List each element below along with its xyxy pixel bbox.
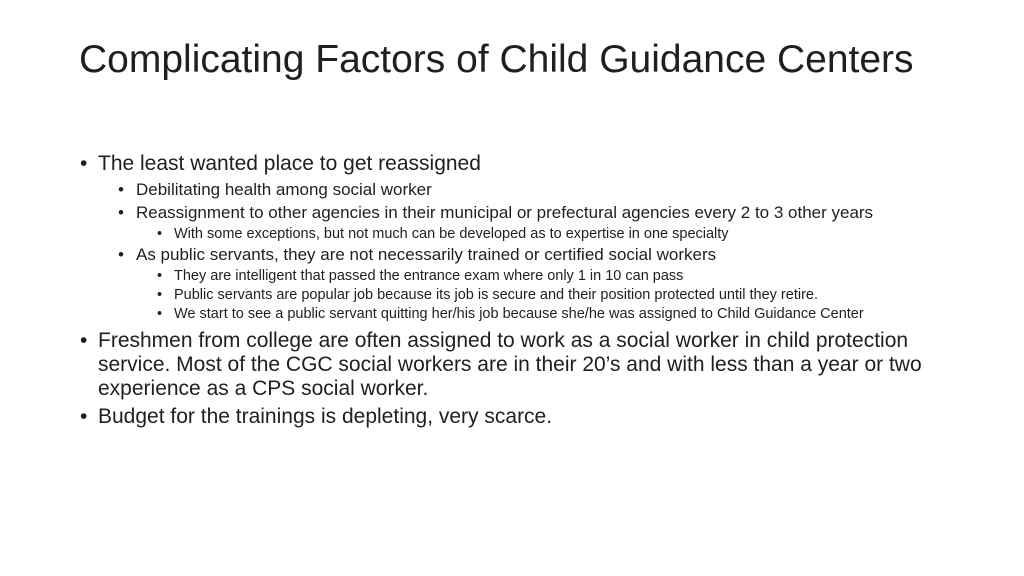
bullet-dot-icon: • <box>157 268 163 284</box>
bullet-item <box>117 180 949 200</box>
bullet-list <box>79 152 949 433</box>
bullet-text: Freshmen from college are often assigned to work as a social worker in child protection service. Most of the CGC social workers are in their 20’s and with less than a year or two experience as a CPS social worker. <box>98 329 922 400</box>
bullet-text: As public servants, they are not necessarily trained or certified social workers <box>136 245 717 264</box>
bullet-text: Public servants are popular job because its job is secure and their position protected until they retire. <box>174 287 818 303</box>
bullet-dot-icon: • <box>118 245 124 264</box>
bullet-item <box>79 152 949 176</box>
bullet-item <box>117 245 949 265</box>
bullet-dot-icon: • <box>157 287 163 303</box>
bullet-item <box>156 226 949 242</box>
bullet-item <box>117 203 949 223</box>
bullet-text: Budget for the trainings is depleting, very scarce. <box>98 405 553 428</box>
bullet-dot-icon: • <box>80 405 88 428</box>
bullet-dot-icon: • <box>80 329 88 352</box>
bullet-text: They are intelligent that passed the entrance exam where only 1 in 10 can pass <box>174 268 684 284</box>
bullet-text: Debilitating health among social worker <box>136 180 432 199</box>
bullet-text: The least wanted place to get reassigned <box>98 152 481 175</box>
bullet-text: With some exceptions, but not much can be developed as to expertise in one specialty <box>174 226 729 242</box>
bullet-dot-icon: • <box>118 203 124 222</box>
bullet-dot-icon: • <box>80 152 88 175</box>
slide-title: Complicating Factors of Child Guidance Centers <box>79 38 914 81</box>
bullet-dot-icon: • <box>118 180 124 199</box>
bullet-item <box>79 405 949 429</box>
bullet-text: Reassignment to other agencies in their municipal or prefectural agencies every 2 to 3 other years <box>136 203 874 222</box>
bullet-item <box>79 329 949 401</box>
bullet-item <box>156 287 949 303</box>
bullet-dot-icon: • <box>157 306 163 322</box>
bullet-item <box>156 268 949 284</box>
bullet-item <box>156 306 949 322</box>
bullet-text: We start to see a public servant quitting her/his job because she/he was assigned to Child Guidance Center <box>174 306 864 322</box>
bullet-dot-icon: • <box>157 226 163 242</box>
